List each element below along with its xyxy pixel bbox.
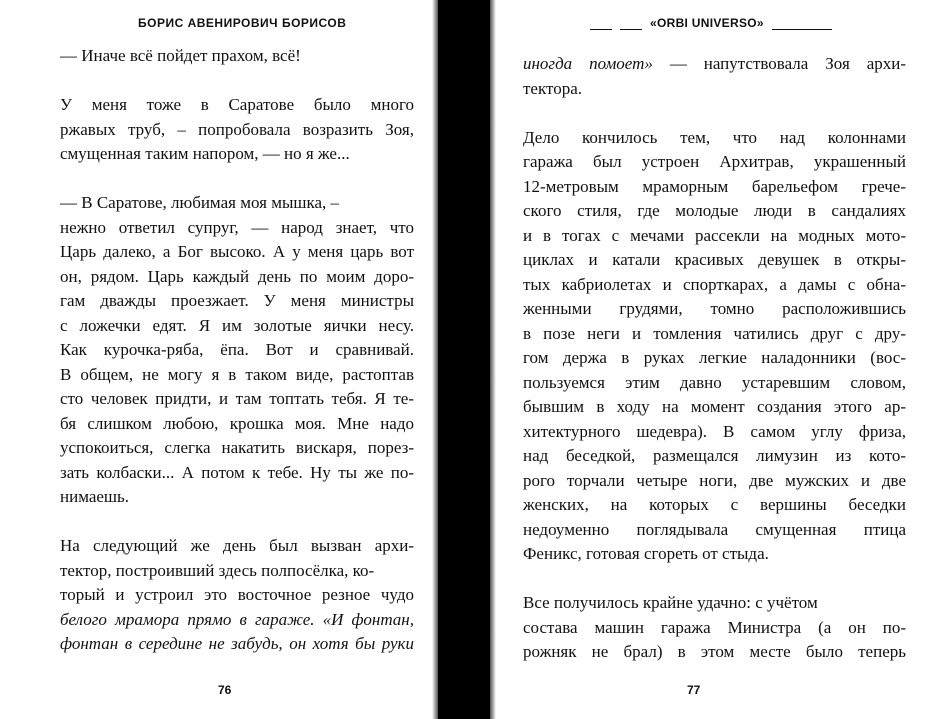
text-line: зать колбаски... А потом к тебе. Ну ты же по- xyxy=(60,462,414,482)
text-line: сто человек придти, и там топтать тебя. Я те- xyxy=(60,389,414,408)
text-line: рожняк не брал) в этом месте было теперь xyxy=(523,642,906,661)
text-line: Царь далеко, а Бог высоко. А у меня царь вот xyxy=(60,242,414,261)
text-line xyxy=(523,52,906,77)
paragraph-gap xyxy=(60,167,414,192)
text-line: он, рядом. Царь каждый день по моим доро- xyxy=(60,266,414,286)
text-line: тектор, построивший здесь полпосёлка, ко- xyxy=(60,560,375,580)
text-line: с ложечки едят. Я им золотые яички несу. xyxy=(60,315,414,335)
text-line: бывшим в ходу на момент создания этого ар- xyxy=(523,397,906,416)
text-line: гаража был устроен Архитрав, украшенный xyxy=(523,152,906,171)
paragraph-gap xyxy=(60,510,414,535)
text-line: В общем, не могу я в таком виде, растоптав xyxy=(60,364,414,384)
left-running-head: БОРИС АВЕНИРОВИЧ БОРИСОВ xyxy=(138,16,347,30)
left-page-number: 76 xyxy=(218,683,232,697)
right-page-number: 77 xyxy=(687,683,701,697)
text-line: в позе неги и томления чатились друг с дру- xyxy=(523,323,906,343)
text-line: Как курочка-ряба, ёпа. Вот и сравнивай. xyxy=(60,340,414,359)
paragraph-gap xyxy=(60,69,414,94)
italic-quote: иногда помоет» xyxy=(523,54,653,73)
text-line: гам дважды проезжает. У меня министры xyxy=(60,291,414,310)
text-line: Дело кончилось тем, что над колоннами xyxy=(523,127,906,147)
text-span: — напутствовала Зоя архи- xyxy=(652,54,907,73)
paragraph-gap xyxy=(523,567,906,592)
text-line: и в тогах с мечами рассекли на модных мото- xyxy=(523,225,906,245)
head-rule xyxy=(620,17,642,30)
right-page-text xyxy=(523,52,906,665)
text-line: торый и устроил это восточное резное чудо xyxy=(60,585,414,604)
text-line: Феникс, готовая сгореть от стыда. xyxy=(523,544,769,563)
text-line: тектора. xyxy=(523,78,583,98)
text-line: фонтан в середине не забудь, он хотя бы руки xyxy=(60,634,414,653)
paragraph-gap xyxy=(523,101,906,126)
text-line: нимаешь. xyxy=(60,487,130,506)
text-line: состава машин гаража Министра (а он по- xyxy=(523,617,906,637)
left-page-text xyxy=(60,44,414,657)
text-line: циклах и катали красивых девушек в откры- xyxy=(523,250,906,269)
text-line: женными грудями, томно расположившись xyxy=(523,299,906,318)
right-running-head: «ORBI UNIVERSO» xyxy=(650,16,764,30)
head-rule xyxy=(590,17,612,30)
text-line: тых кабриолетах и спорткарах, а дамы с обна- xyxy=(523,274,906,294)
text-line: На следующий же день был вызван архи- xyxy=(60,536,414,555)
left-page xyxy=(0,0,438,719)
text-line: Все получилось крайне удачно: с учётом xyxy=(523,593,818,612)
head-rule xyxy=(772,17,832,30)
right-running-head-group xyxy=(590,16,890,30)
text-line: белого мрамора прямо в гараже. «И фонтан, xyxy=(60,609,414,629)
text-line: пользуемся этим давно устаревшим словом, xyxy=(523,372,906,392)
text-line: хитектурного шедевра). В самом углу фриза, xyxy=(523,421,906,441)
text-line: над беседкой, размещался лимузин из кото- xyxy=(523,446,906,465)
text-line: бя слишком любою, крошка моя. Мне надо xyxy=(60,413,414,433)
right-page xyxy=(490,0,932,719)
text-line: ского стиля, где молодые люди в сандалиях xyxy=(523,201,906,220)
text-line: успокоиться, слегка накатить вискаря, порез- xyxy=(60,438,414,457)
text-line: нежно ответил супруг, — народ знает, что xyxy=(60,217,414,237)
text-line: 12-метровым мраморным барельефом грече- xyxy=(523,176,906,196)
text-line: У меня тоже в Саратове было много xyxy=(60,95,414,114)
text-line: — В Саратове, любимая моя мышка, – xyxy=(60,193,340,212)
book-spine-shadow xyxy=(438,0,490,719)
text-line: женских, на которых с вершины беседки xyxy=(523,495,906,514)
text-line: смущенная таким напором, — но я же... xyxy=(60,144,350,163)
text-line: рого торчали четыре ноги, две мужских и две xyxy=(523,470,906,490)
text-line: недоуменно поглядывала смущенная птица xyxy=(523,519,906,539)
text-line: гом держа в руках легкие наладонники (вос- xyxy=(523,348,906,367)
text-line: — Иначе всё пойдет прахом, всё! xyxy=(60,46,301,65)
text-line: ржавых труб, – попробовала возразить Зоя, xyxy=(60,119,414,139)
